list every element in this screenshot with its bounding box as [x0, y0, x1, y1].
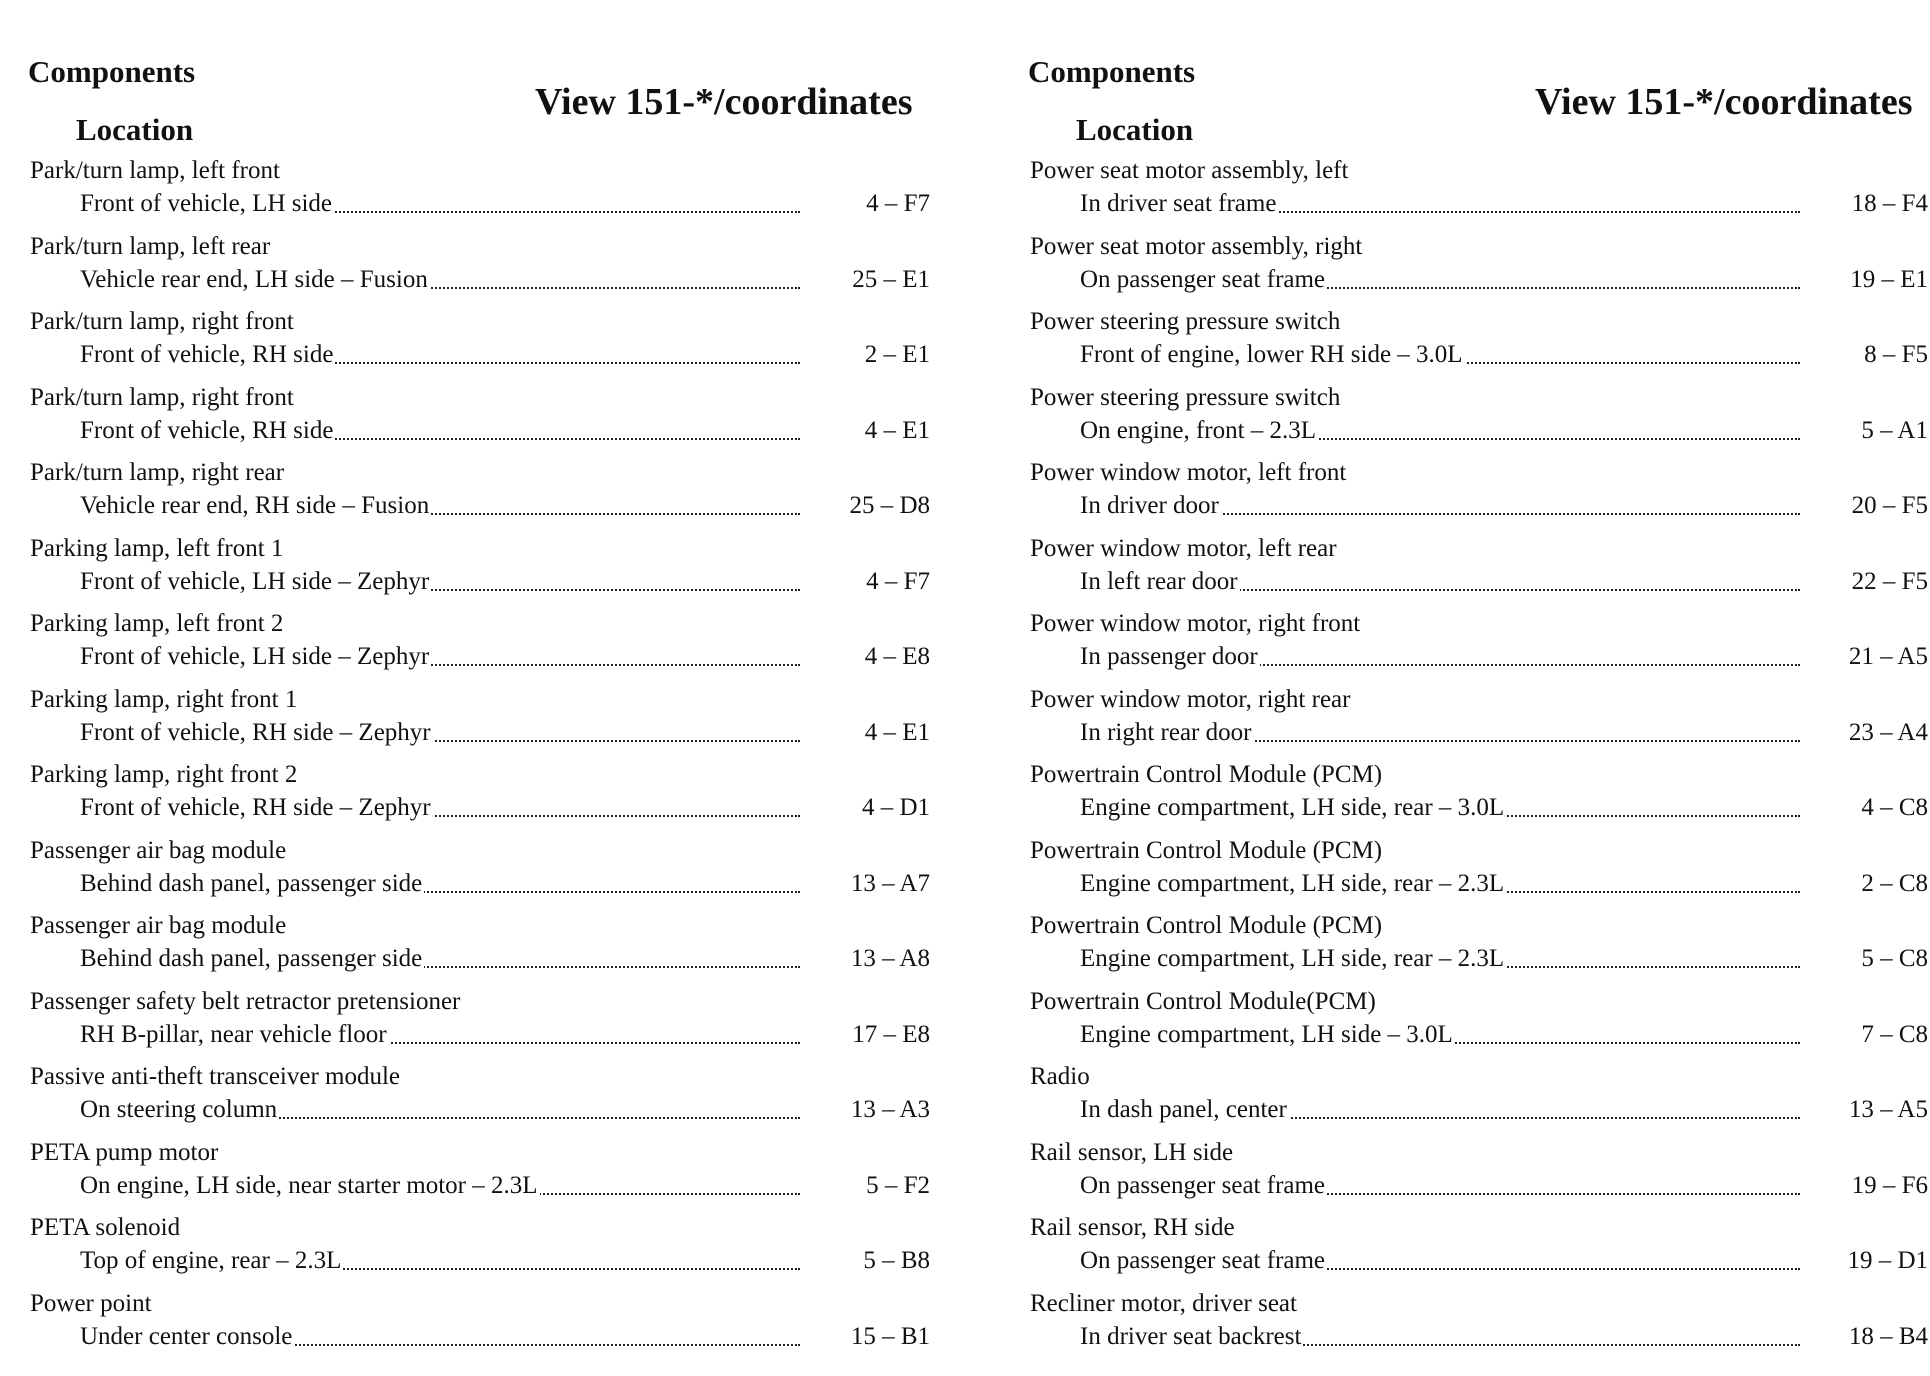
component-name: Parking lamp, left front 1	[30, 534, 284, 562]
component-name: Park/turn lamp, left front	[30, 157, 280, 184]
view-coordinate: 13 – A3	[850, 1096, 930, 1123]
component-location: Engine compartment, LH side, rear – 2.3L	[1080, 869, 1505, 897]
component-location: In driver seat frame	[1080, 190, 1277, 217]
view-coordinate: 5 – A1	[1861, 416, 1928, 444]
component-name: Power point	[30, 1289, 152, 1317]
component-location: Front of vehicle, RH side – Zephyr	[80, 718, 431, 746]
component-location: On engine, front – 2.3L	[1080, 416, 1317, 444]
view-coordinate: 15 – B1	[850, 1322, 930, 1350]
component-name: PETA pump motor	[30, 1138, 219, 1166]
component-entry	[28, 682, 928, 758]
component-name: Power window motor, left front	[1030, 459, 1347, 486]
component-name: Power steering pressure switch	[1030, 308, 1341, 335]
view-coordinates-header: View 151-*/coordinates	[1535, 81, 1913, 123]
component-name: Power window motor, right front	[1030, 610, 1361, 637]
component-entry	[1028, 229, 1928, 305]
component-name: Park/turn lamp, right front	[30, 383, 294, 411]
component-entry	[1028, 380, 1928, 456]
component-name: Power seat motor assembly, right	[1030, 232, 1363, 260]
view-coordinate: 5 – F2	[866, 1171, 930, 1199]
location-leader-line	[1080, 341, 1800, 371]
location-leader-line	[80, 794, 800, 824]
component-entry	[1028, 908, 1928, 984]
component-name: Rail sensor, RH side	[1030, 1214, 1235, 1241]
location-header: Location	[1076, 112, 1194, 147]
component-location: In driver door	[1080, 492, 1219, 519]
components-header: Components	[28, 54, 196, 89]
component-entry	[28, 229, 928, 305]
view-coordinate: 19 – E1	[1850, 265, 1928, 293]
location-leader-line	[1080, 870, 1800, 900]
component-location: RH B-pillar, near vehicle floor	[80, 1020, 387, 1048]
component-location: On engine, LH side, near starter motor – 2.3L	[80, 1171, 538, 1199]
component-name: Parking lamp, right front 2	[30, 761, 298, 788]
view-coordinate: 20 – F5	[1851, 492, 1928, 519]
view-coordinate: 2 – E1	[864, 341, 930, 368]
view-coordinate: 4 – E1	[864, 416, 930, 444]
location-leader-line	[1080, 417, 1800, 447]
view-coordinate: 22 – F5	[1851, 567, 1928, 595]
component-entry	[28, 757, 928, 833]
component-entry	[1028, 984, 1928, 1060]
component-location: In passenger door	[1080, 643, 1258, 670]
location-leader-line	[1080, 1247, 1800, 1277]
component-location: Front of vehicle, LH side	[80, 190, 333, 217]
component-entry	[1028, 304, 1928, 380]
component-name: Rail sensor, LH side	[1030, 1138, 1234, 1166]
view-coordinate: 7 – C8	[1861, 1020, 1928, 1048]
component-entry	[28, 606, 928, 682]
component-entry	[28, 984, 928, 1060]
component-name: Radio	[1030, 1063, 1090, 1090]
component-name: Power window motor, right rear	[1030, 685, 1351, 713]
components-header: Components	[1028, 54, 1196, 89]
component-name: Passive anti-theft transceiver module	[30, 1063, 401, 1090]
location-leader-line	[80, 492, 800, 522]
component-entry	[28, 1059, 928, 1135]
component-name: Passenger air bag module	[30, 836, 287, 864]
component-entry	[1028, 153, 1928, 229]
component-location: Behind dash panel, passenger side	[80, 869, 423, 897]
location-leader-line	[1080, 266, 1800, 296]
location-leader-line	[1080, 1096, 1800, 1126]
view-coordinate: 23 – A4	[1848, 718, 1928, 746]
component-location: In driver seat backrest	[1080, 1322, 1302, 1350]
component-name: Parking lamp, left front 2	[30, 610, 284, 637]
entry-list	[28, 153, 928, 1361]
component-entry	[28, 455, 928, 531]
location-header: Location	[76, 112, 194, 147]
component-location: Front of engine, lower RH side – 3.0L	[1080, 341, 1463, 368]
location-leader-line	[1080, 1323, 1800, 1353]
location-leader-line	[80, 1096, 800, 1126]
component-name: Park/turn lamp, right front	[30, 308, 294, 335]
component-location: Front of vehicle, RH side – Zephyr	[80, 794, 431, 821]
component-entry	[28, 380, 928, 456]
component-location: Front of vehicle, RH side	[80, 416, 334, 444]
component-name: Power seat motor assembly, left	[1030, 157, 1349, 184]
location-leader-line	[1080, 1021, 1800, 1051]
view-coordinate: 4 – D1	[861, 794, 930, 821]
view-coordinate: 13 – A7	[850, 869, 930, 897]
view-coordinate: 4 – F7	[866, 190, 930, 217]
component-name: Powertrain Control Module (PCM)	[1030, 912, 1383, 939]
component-location: In right rear door	[1080, 718, 1252, 746]
component-entry	[1028, 1286, 1928, 1362]
component-location: On passenger seat frame	[1080, 265, 1326, 293]
view-coordinate: 8 – F5	[1864, 341, 1928, 368]
view-coordinate: 4 – F7	[866, 567, 930, 595]
entry-list	[1028, 153, 1928, 1361]
location-leader-line	[1080, 719, 1800, 749]
view-coordinate: 19 – F6	[1851, 1171, 1928, 1199]
component-entry	[1028, 531, 1928, 607]
component-location: Engine compartment, LH side, rear – 2.3L	[1080, 945, 1505, 972]
location-leader-line	[80, 266, 800, 296]
location-leader-line	[80, 1172, 800, 1202]
view-coordinates-header: View 151-*/coordinates	[535, 81, 913, 123]
component-location: Vehicle rear end, LH side – Fusion	[80, 265, 428, 293]
component-name: Park/turn lamp, left rear	[30, 232, 271, 260]
view-coordinate: 13 – A8	[850, 945, 930, 972]
component-entry	[28, 1210, 928, 1286]
location-leader-line	[80, 1323, 800, 1353]
location-leader-line	[80, 341, 800, 371]
location-leader-line	[80, 1021, 800, 1051]
location-leader-line	[1080, 945, 1800, 975]
view-coordinate: 18 – B4	[1848, 1322, 1928, 1350]
view-coordinate: 25 – D8	[849, 492, 930, 519]
component-name: Passenger safety belt retractor pretensioner	[30, 987, 461, 1015]
component-name: Powertrain Control Module (PCM)	[1030, 836, 1383, 864]
view-coordinate: 5 – B8	[863, 1247, 930, 1274]
component-entry	[28, 908, 928, 984]
component-entry	[1028, 1210, 1928, 1286]
location-leader-line	[1080, 643, 1800, 673]
component-location: Behind dash panel, passenger side	[80, 945, 423, 972]
component-name: Power steering pressure switch	[1030, 383, 1341, 411]
component-entry	[1028, 1135, 1928, 1211]
component-name: Recliner motor, driver seat	[1030, 1289, 1297, 1317]
view-coordinate: 4 – C8	[1861, 794, 1928, 821]
component-name: Powertrain Control Module (PCM)	[1030, 761, 1383, 788]
view-coordinate: 4 – E8	[864, 643, 930, 670]
location-leader-line	[1080, 568, 1800, 598]
component-name: Powertrain Control Module(PCM)	[1030, 987, 1376, 1015]
component-location: In left rear door	[1080, 567, 1238, 595]
view-coordinate: 13 – A5	[1848, 1096, 1928, 1123]
component-entry	[1028, 606, 1928, 682]
location-leader-line	[80, 643, 800, 673]
component-entry	[28, 304, 928, 380]
component-name: Park/turn lamp, right rear	[30, 459, 285, 486]
location-leader-line	[80, 568, 800, 598]
component-name: PETA solenoid	[30, 1214, 181, 1241]
component-location: Front of vehicle, LH side – Zephyr	[80, 567, 430, 595]
component-name: Parking lamp, right front 1	[30, 685, 298, 713]
view-coordinate: 17 – E8	[852, 1020, 930, 1048]
location-leader-line	[80, 417, 800, 447]
component-location: Under center console	[80, 1322, 293, 1350]
component-entry	[1028, 833, 1928, 909]
component-location: On passenger seat frame	[1080, 1247, 1326, 1274]
location-leader-line	[80, 190, 800, 220]
location-leader-line	[80, 719, 800, 749]
component-entry	[1028, 682, 1928, 758]
component-location: Engine compartment, LH side, rear – 3.0L	[1080, 794, 1505, 821]
component-entry	[1028, 455, 1928, 531]
view-coordinate: 25 – E1	[852, 265, 930, 293]
component-location: In dash panel, center	[1080, 1096, 1287, 1123]
view-coordinate: 5 – C8	[1861, 945, 1928, 972]
location-leader-line	[1080, 492, 1800, 522]
view-coordinate: 4 – E1	[864, 718, 930, 746]
component-entry	[28, 833, 928, 909]
component-entry	[28, 153, 928, 229]
view-coordinate: 19 – D1	[1847, 1247, 1928, 1274]
component-location: Top of engine, rear – 2.3L	[80, 1247, 342, 1274]
view-coordinate: 2 – C8	[1861, 869, 1928, 897]
location-leader-line	[80, 1247, 800, 1277]
component-location: Engine compartment, LH side – 3.0L	[1080, 1020, 1453, 1048]
component-entry	[28, 1135, 928, 1211]
component-entry	[28, 531, 928, 607]
component-location: On steering column	[80, 1096, 278, 1123]
view-coordinate: 21 – A5	[1848, 643, 1928, 670]
component-location: Vehicle rear end, RH side – Fusion	[80, 492, 430, 519]
component-entry	[28, 1286, 928, 1362]
component-location: Front of vehicle, LH side – Zephyr	[80, 643, 430, 670]
location-leader-line	[1080, 1172, 1800, 1202]
component-name: Power window motor, left rear	[1030, 534, 1337, 562]
view-coordinate: 18 – F4	[1851, 190, 1928, 217]
location-leader-line	[1080, 190, 1800, 220]
location-leader-line	[80, 870, 800, 900]
location-leader-line	[80, 945, 800, 975]
component-location: Front of vehicle, RH side	[80, 341, 334, 368]
location-leader-line	[1080, 794, 1800, 824]
component-entry	[1028, 757, 1928, 833]
component-entry	[1028, 1059, 1928, 1135]
component-name: Passenger air bag module	[30, 912, 287, 939]
component-location: On passenger seat frame	[1080, 1171, 1326, 1199]
